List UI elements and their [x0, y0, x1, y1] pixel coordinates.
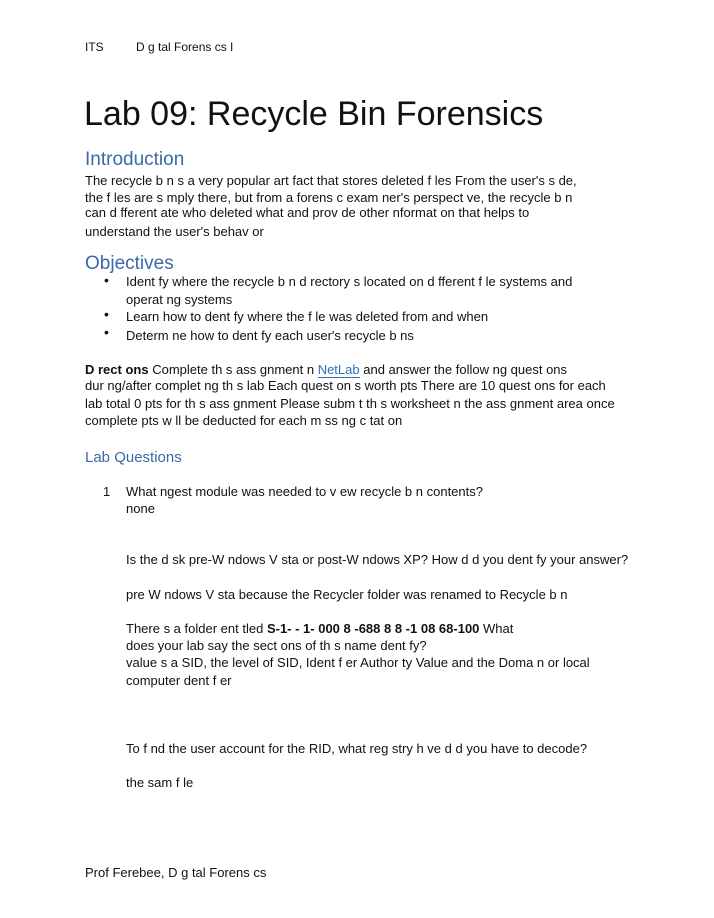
directions-label: D rect ons	[85, 362, 149, 377]
question-number: 1	[103, 484, 111, 499]
page-footer: Prof Ferebee, D g tal Forens cs	[85, 865, 267, 880]
intro-line: the f les are s mply there, but from a forens c exam ner's perspect ve, the recycle b n	[85, 190, 573, 205]
question-text	[126, 620, 513, 638]
directions-line: complete pts w ll be deducted for each m ss ng c tat on	[85, 413, 403, 428]
intro-line: The recycle b n s a very popular art fact that stores deleted f les From the user's s de,	[85, 173, 577, 188]
objective-item: Learn how to dent fy where the f le was deleted from and when	[126, 309, 489, 324]
objective-item: Ident fy where the recycle b n d rectory s located on d fferent f le systems and	[126, 274, 573, 289]
answer-text: the sam f le	[126, 775, 194, 790]
question-text-part: There s a folder ent tled	[126, 621, 264, 636]
directions-line: dur ng/after complet ng th s lab Each quest on s worth pts There are 10 quest ons for each	[85, 378, 606, 393]
objectives-heading: Objectives	[85, 253, 174, 274]
question-text: What ngest module was needed to v ew recycle b n contents?	[126, 484, 483, 499]
question-text-continuation: does your lab say the sect ons of th s name dent fy?	[126, 638, 427, 653]
header-course-code: ITS	[85, 40, 104, 54]
intro-line: can d fferent ate who deleted what and prov de other nformat on that helps to	[85, 205, 530, 220]
introduction-heading: Introduction	[85, 149, 185, 170]
page-title: Lab 09: Recycle Bin Forensics	[84, 95, 544, 133]
answer-text: none	[126, 501, 155, 516]
question-text: Is the d sk pre-W ndows V sta or post-W ndows XP? How d d you dent fy your answer?	[126, 552, 629, 567]
objective-item: Determ ne how to dent fy each user's recycle b ns	[126, 328, 414, 343]
directions-text: Complete th s ass gnment n	[152, 362, 315, 377]
header-course-title: D g tal Forens cs I	[136, 40, 234, 54]
objective-item-continuation: operat ng systems	[126, 292, 233, 307]
directions-text: and answer the follow ng quest ons	[363, 362, 568, 377]
question-text: To f nd the user account for the RID, what reg stry h ve d d you have to decode?	[126, 741, 588, 756]
lab-questions-heading: Lab Questions	[85, 449, 182, 466]
bullet-icon: •	[104, 306, 109, 322]
netlab-link[interactable]: NetLab	[317, 362, 360, 377]
answer-text: value s a SID, the level of SID, Ident f er Author ty Value and the Doma n or local	[126, 655, 590, 670]
directions-line: lab total 0 pts for th s ass gnment Please subm t th s worksheet n the ass gnment area once	[85, 396, 615, 411]
sid-value: S-1- - 1- 000 8 -688 8 8 -1 08 68-100	[266, 621, 480, 636]
bullet-icon: •	[104, 324, 109, 340]
answer-text: computer dent f er	[126, 673, 232, 688]
intro-line: understand the user's behav or	[85, 224, 264, 239]
question-text-part: What	[483, 621, 514, 636]
answer-text: pre W ndows V sta because the Recycler folder was renamed to Recycle b n	[126, 587, 568, 602]
bullet-icon: •	[104, 272, 109, 288]
